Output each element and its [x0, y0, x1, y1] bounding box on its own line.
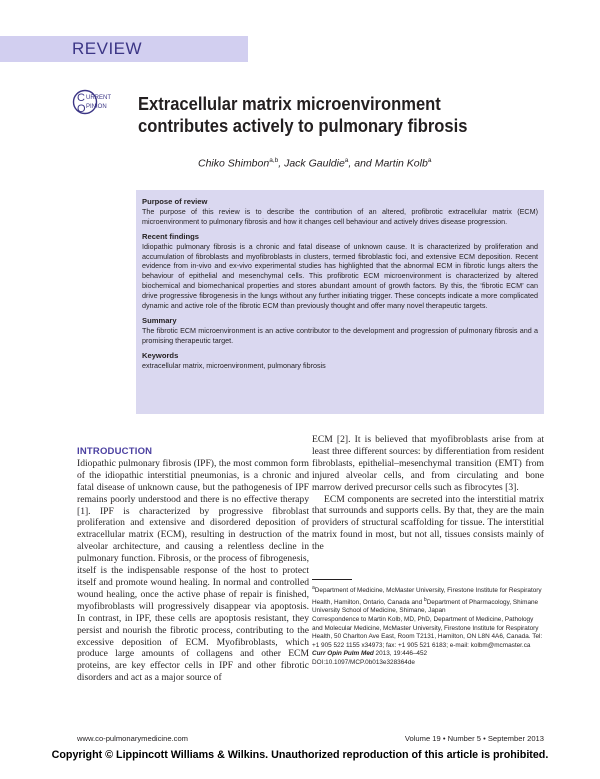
section-band: [0, 36, 248, 62]
abstract-content: [142, 197, 538, 376]
correspondence: Correspondence to Martin Kolb, MD, PhD, Department of Medicine, Pathology and Molecular Medicine, McMaster University, Firestone Institute for Respiratory Health, 50 Charlton Ave East, Room T2131, Hamilton, ON L8N 4A6, Canada. Tel: +1 905 522 1155 x34973; fax: +1 905 521 6183; e-mail: kolbm@mcmaster.ca: [312, 616, 543, 649]
abstract-text-purpose: The purpose of this review is to describe the contribution of an altered, profibrotic extracellular matrix (ECM) microenvironment to pulmonary fibrosis and how it changes cell behaviour and actively drives disease progression.: [142, 206, 538, 226]
introduction-heading: INTRODUCTION: [77, 446, 153, 457]
body-paragraph-1: ECM [2]. It is believed that myofibroblasts arise from at least three different sources: by differentiation from resident fibroblasts, epithelial–mesenchymal transition (EMT) from injured alveolar cells, and from circulating and bone marrow derived precursor cells such as fibrocytes [3].: [312, 434, 544, 493]
author-affiliation-mark: a,b: [269, 157, 279, 164]
svg-text:O: O: [77, 103, 86, 115]
body-paragraph-2: ECM components are secreted into the interstitial matrix that surrounds and supports cells. By that, they are the main providers of structural scaffolding for tissue. The interstitial matrix found in most, but not all, tissues consists mainly of the: [312, 493, 544, 553]
footnote-rule: [312, 579, 352, 580]
article-title: Extracellular matrix microenvironment contributes actively to pulmonary fibrosis: [138, 94, 468, 136]
author-affiliation-mark: a: [427, 157, 432, 164]
abstract-box: [136, 190, 544, 414]
logo-text-top: URRENT: [86, 95, 111, 101]
body-column-left: [77, 446, 309, 684]
abstract-text-findings: Idiopathic pulmonary fibrosis is a chronic and fatal disease of unknown cause. It is characterized by proliferation and accumulation of fibroblasts and myofibroblasts in clusters, termed fibroblastic foci, and extensive ECM deposition. Recent evidence from in-vivo and ex-vivo experimental studies has highlighted that the abnormal ECM in fibrotic lungs alters the behaviour of epithelial and mesenchymal cells. This profibrotic ECM microenvironment is characterized by altered biochemical and biomechanical properties and stores abundant amount of growth factors. By this, the ‘fibrotic ECM’ can drive progressive fibrogenesis in the lungs without any further initiating trigger. These concepts indicate a more complicated dynamic and active role of the fibrotic ECM than previously thought and offer many novel therapeutic targets.: [142, 241, 538, 311]
affiliations: $^a$Department of Medicine, McMaster University, Firestone Institute for Respiratory Health, Hamilton, Ontario, Canada and $^b$Department of Pharmacology, Shimane University School of Medicine, Shimane, Japan: [312, 585, 542, 615]
doi: DOI:10.1097/MCP.0b013e328364de: [312, 659, 415, 666]
abstract-heading-purpose: Purpose of review: [142, 197, 208, 206]
copyright-notice: Copyright © Lippincott Williams & Wilkins. Unauthorized reproduction of this article is prohibited.: [51, 749, 549, 761]
abstract-heading-keywords: Keywords: [142, 350, 179, 360]
author-list: Chiko Shimbon$^{a,b}$, Jack Gauldie$^a$, and Martin Kolb$^a$: [198, 157, 432, 170]
author-name: Chiko Shimbon: [198, 157, 270, 170]
introduction-paragraph: Idiopathic pulmonary fibrosis (IPF), the most common form of the idiopathic interstitial pneumonias, is a chronic and fatal disease of unknown cause, but the pathogenesis of IPF remains poorly understood and there is no effective therapy [1]. IPF is characterized by progressive fibroblast proliferation and extensive and disordered deposition of extracellular matrix (ECM), resulting in destruction of the alveolar architecture, and causing a relentless decline in pulmonary function. Fibrosis, or the process of fibrogenesis, itself is the indispensable response of the host to protect itself and promote wound healing. In normal and controlled wound healing, once the active phase of repair is finished, myofibroblasts will progressively disappear via apoptosis. In contrast, in IPF, these cells are apoptosis resistant, they persist and nourish the fibrotic process, contributing to the excessive deposition of ECM. Myofibroblasts, which produce large amounts of collagens and other ECM proteins, are key effector cells in IPF and other fibrotic disorders and act as a major source of: [77, 457, 309, 684]
author-name: Martin Kolb: [374, 157, 428, 170]
abstract-heading-summary: Summary: [142, 315, 177, 325]
journal-citation: Curr Opin Pulm Med 2013, 19:446–452: [312, 650, 428, 658]
logo-text-bottom: PINION: [86, 104, 107, 110]
body-column-right: [312, 434, 544, 553]
author-affiliation-mark: a: [344, 157, 349, 164]
abstract-text-summary: The fibrotic ECM microenvironment is an active contributor to the development and progression of pulmonary fibrosis and a promising therapeutic target.: [142, 325, 538, 345]
issue-info: Volume 19 • Number 5 • September 2013: [404, 734, 544, 743]
section-label: REVIEW: [72, 39, 143, 58]
journal-website-link[interactable]: www.co-pulmonarymedicine.com: [77, 734, 188, 743]
abstract-heading-findings: Recent findings: [142, 231, 199, 241]
svg-text:C: C: [77, 92, 85, 104]
current-opinion-logo: [72, 88, 126, 116]
footnotes: [312, 584, 544, 668]
abstract-text-keywords: extracellular matrix, microenvironment, pulmonary fibrosis: [142, 360, 326, 370]
author-name: Jack Gauldie: [284, 157, 345, 170]
